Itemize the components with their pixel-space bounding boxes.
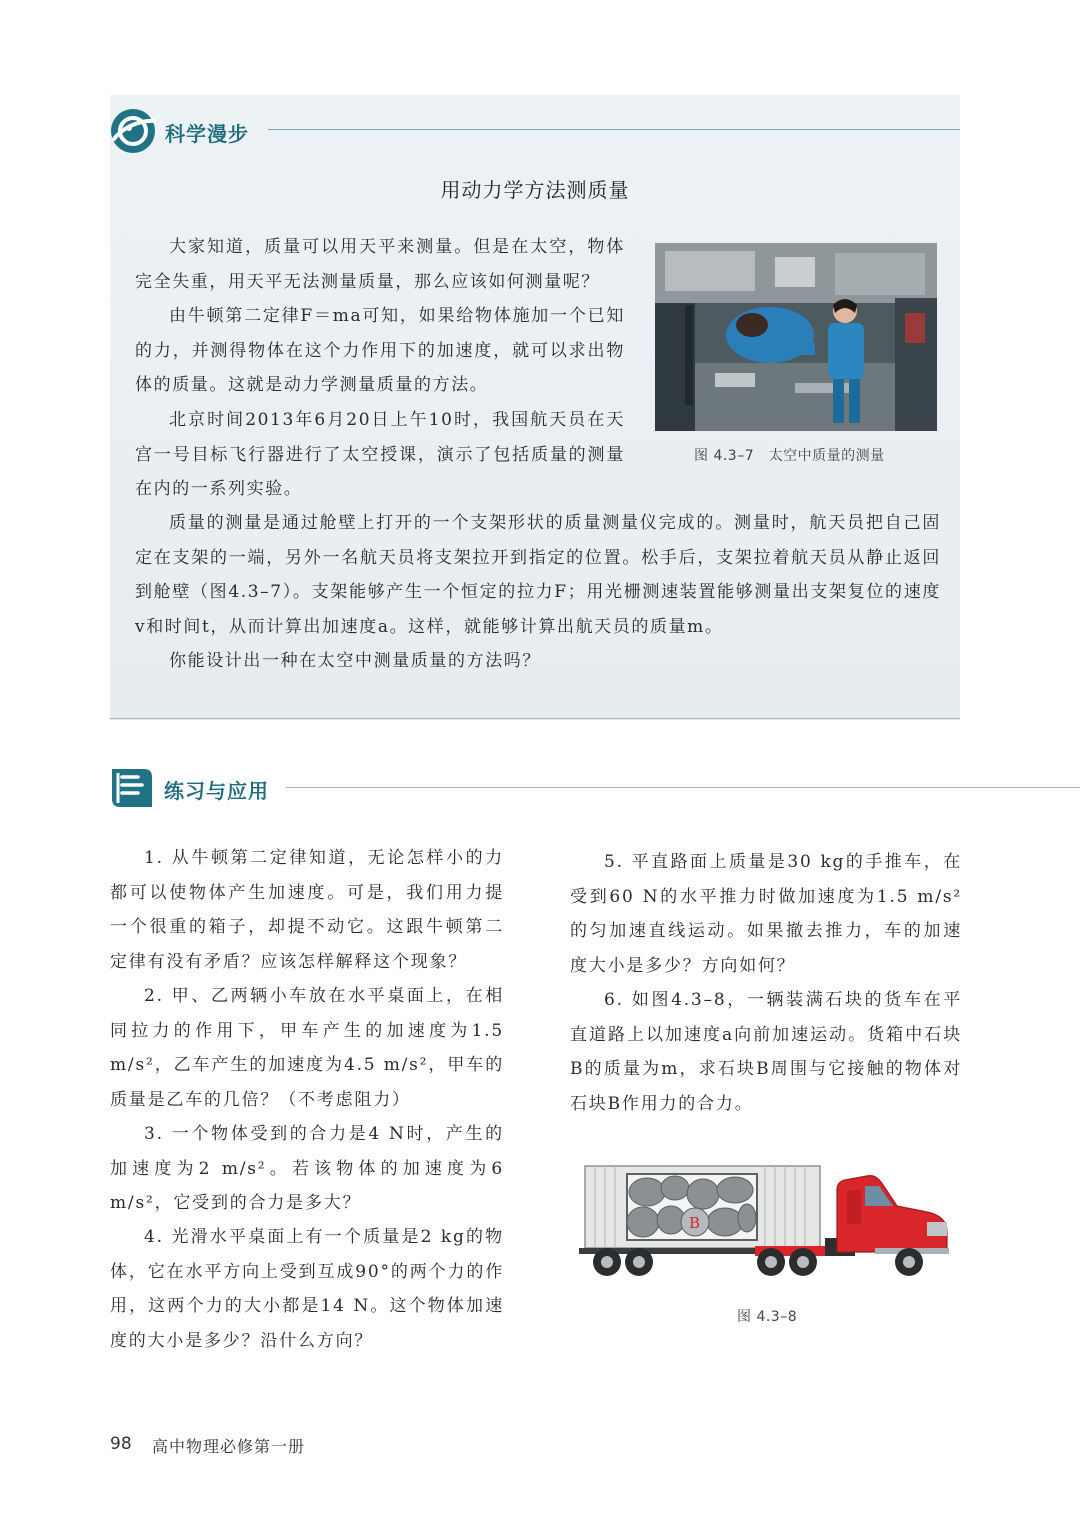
figure-4-3-8-caption: 图 4.3–8 (737, 1309, 798, 1325)
exercise-4: 4. 光滑水平桌面上有一个质量是2 kg的物体，它在水平方向上受到互成90°的两个力的作用，这两个力的大小都是14 N。这个物体加速度的大小是多少？沿什么方向？ (110, 1227, 504, 1351)
truck-figure (575, 1160, 960, 1284)
exercise-6: 6. 如图4.3–8，一辆装满石块的货车在平直道路上以加速度a向前加速运动。货箱中石块B的质量为m，求石块B周围与它接触的物体对石块B作用力的合力。 (570, 990, 962, 1114)
science-bottom-rule (110, 718, 960, 719)
science-paragraph-1: 大家知道，质量可以用天平来测量。但是在太空，物体完全失重，用天平无法测量质量，那么应该如何测量呢？ (135, 237, 625, 292)
page-number: 98 (110, 1434, 132, 1454)
article-title: 用动力学方法测质量 (440, 178, 630, 202)
science-globe-icon (108, 106, 158, 156)
exercise-book-icon (108, 765, 156, 811)
science-paragraph-5: 你能设计出一种在太空中测量质量的方法吗？ (169, 651, 541, 671)
exercise-1: 1. 从牛顿第二定律知道，无论怎样小的力都可以使物体产生加速度。可是，我们用力提一个很重的箱子，却提不动它。这跟牛顿第二定律有没有矛盾？应该怎样解释这个现象？ (110, 848, 504, 972)
science-header-rule (268, 129, 960, 130)
science-paragraph-2: 由牛顿第二定律F＝ma可知，如果给物体施加一个已知的力，并测得物体在这个力作用下的加速度，就可以求出物体的质量。这就是动力学测量质量的方法。 (135, 306, 625, 395)
exercise-2: 2. 甲、乙两辆小车放在水平桌面上，在相同拉力的作用下，甲车产生的加速度为1.5 m/s²，乙车产生的加速度为4.5 m/s²，甲车的质量是乙车的几倍？（不考虑阻力） (110, 986, 504, 1110)
rock-b-label: B (689, 1214, 701, 1232)
science-section-title: 科学漫步 (165, 122, 249, 146)
science-paragraph-3: 北京时间2013年6月20日上午10时，我国航天员在天宫一号目标飞行器进行了太空授课，演示了包括质量的测量在内的一系列实验。 (135, 410, 625, 499)
exercise-5: 5. 平直路面上质量是30 kg的手推车，在受到60 N的水平推力时做加速度为1.5 m/s²的匀加速直线运动。如果撤去推力，车的加速度大小是多少？方向如何？ (570, 852, 962, 976)
exercise-3: 3. 一个物体受到的合力是4 N时，产生的加速度为2 m/s²。若该物体的加速度为6 m/s²，它受到的合力是多大？ (110, 1124, 504, 1213)
figure-4-3-7-caption: 图 4.3–7 太空中质量的测量 (694, 448, 885, 464)
science-paragraph-4: 质量的测量是通过舱壁上打开的一个支架形状的质量测量仪完成的。测量时，航天员把自己固定在支架的一端，另外一名航天员将支架拉开到指定的位置。松手后，支架拉着航天员从静止返回到舱壁（图4.3–7）。支架能够产生一个恒定的拉力F；用光栅测速装置能够测量出支架复位的速度v和时间t，从而计算出加速度a。这样，就能够计算出航天员的质量m。 (135, 513, 941, 637)
exercises-section-title: 练习与应用 (164, 779, 269, 803)
book-title: 高中物理必修第一册 (152, 1437, 306, 1456)
space-station-photo (655, 243, 937, 431)
exercises-header-rule (286, 787, 1080, 788)
